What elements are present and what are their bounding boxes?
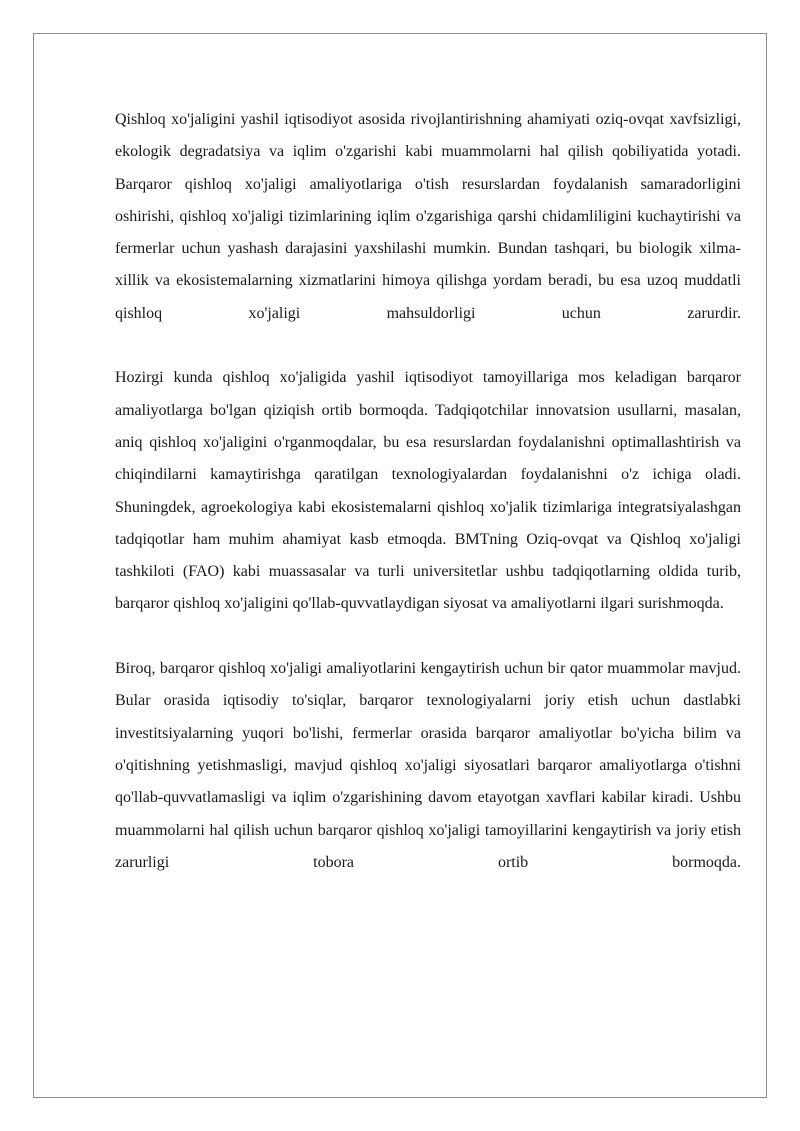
document-body [115, 104, 741, 911]
paragraph-1: Qishloq xo'jaligini yashil iqtisodiyot asosida rivojlantirishning ahamiyati oziq-ovqat xavfsizligi, ekologik degradatsiya va iqlim o'zgarishi kabi muammolarni hal qilish qobiliyatida yotadi. Barqaror qishloq xo'jaligi amaliyotlariga o'tish resurslardan foydalanish samaradorligini oshirishi, qishloq xo'jaligi tizimlarining iqlim o'zgarishiga qarshi chidamliligini kuchaytirishi va fermerlar uchun yashash darajasini yaxshilashi mumkin. Bundan tashqari, bu biologik xilma-xillik va ekosistemalarning xizmatlarini himoya qilishga yordam beradi, bu esa uzoq muddatli qishloq xo'jaligi mahsuldorligi uchun zarurdir. [115, 111, 741, 322]
paragraph-2: Hozirgi kunda qishloq xo'jaligida yashil iqtisodiyot tamoyillariga mos keladigan barqaror amaliyotlarga bo'lgan qiziqish ortib bormoqda. Tadqiqotchilar innovatsion usullarni, masalan, aniq qishloq xo'jaligini o'rganmoqdalar, bu esa resurslardan foydalanishni optimallashtirish va chiqindilarni kamaytirishga qaratilgan texnologiyalardan foydalanishni o'z ichiga oladi. Shuningdek, agroekologiya kabi ekosistemalarni qishloq xo'jalik tizimlariga integratsiyalashgan tadqiqotlar ham muhim ahamiyat kasb etmoqda. BMTning Oziq-ovqat va Qishloq xo'jaligi tashkiloti (FAO) kabi muassasalar va turli universitetlar ushbu tadqiqotlarning oldida turib, barqaror qishloq xo'jaligini qo'llab-quvvatlaydigan siyosat va amaliyotlarni ilgari surishmoqda. [115, 369, 741, 613]
paragraph-3: Biroq, barqaror qishloq xo'jaligi amaliyotlarini kengaytirish uchun bir qator muammolar mavjud. Bular orasida iqtisodiy to'siqlar, barqaror texnologiyalarni joriy etish uchun dastlabki investitsiyalarning yuqori bo'lishi, fermerlar orasida barqaror amaliyotlar bo'yicha bilim va o'qitishning yetishmasligi, mavjud qishloq xo'jaligi siyosatlari barqaror amaliyotlarga o'tishni qo'llab-quvvatlamasligi va iqlim o'zgarishining davom etayotgan xavflari kabilar kiradi. Ushbu muammolarni hal qilish uchun barqaror qishloq xo'jaligi tamoyillarini kengaytirish va joriy etish zarurligi tobora ortib bormoqda. [115, 660, 741, 871]
